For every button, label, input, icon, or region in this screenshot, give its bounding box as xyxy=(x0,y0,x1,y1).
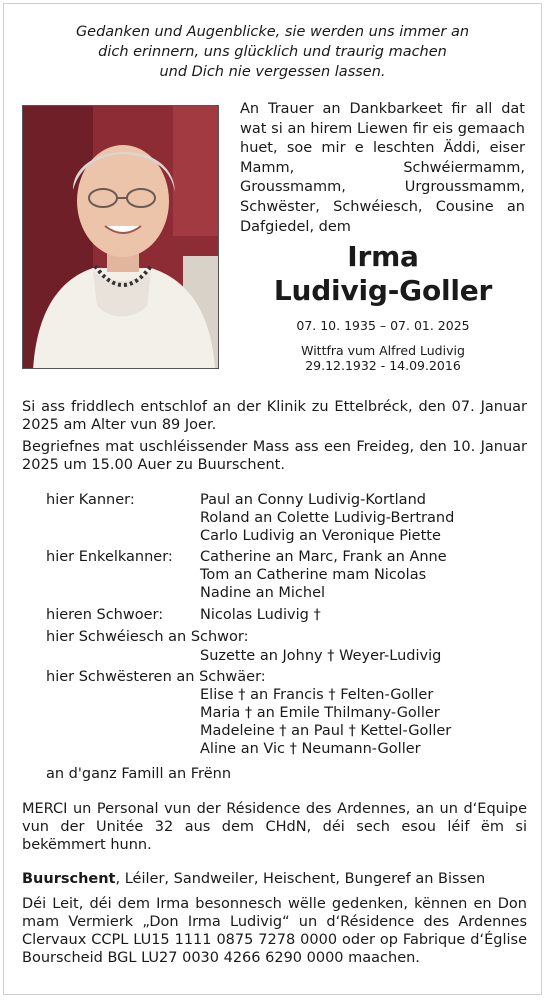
sister-entry: Madeleine † an Paul † Kettel-Goller xyxy=(200,723,452,739)
sister-entry: Aline an Vic † Neumann-Goller xyxy=(200,741,421,757)
sister-entry: Elise † an Francis † Felten-Goller xyxy=(200,687,434,703)
family-closing: an d'ganz Famill an Frënn xyxy=(46,766,232,782)
thanks-text: An Trauer an Dankbarkeet fir all dat wat si an hirem Liewen fir eis gemaach huet, soe mir e leschten Äddi, eiser Mamm, Schwéiermamm, Groussmamm, Urgroussmamm, Schwëster, Schwéiesch, Cousine an Dafgiedel, dem xyxy=(240,101,525,235)
grandchildren-label: hier Enkelkanner: xyxy=(46,549,173,565)
merci-text: MERCI un Personal vun der Résidence des Ardennes, an un d‘Equipe vun der Unitée 32 aus dem CHdN, déi sech esou léif ëm si bekëmmert hunn. xyxy=(22,801,527,853)
grandchild-entry: Nadine an Michel xyxy=(200,585,326,601)
other-places: , Léiler, Sandweiler, Heischent, Bungeref an Bissen xyxy=(115,871,486,887)
widow-dates: 29.12.1932 - 14.09.2016 xyxy=(305,358,461,373)
town-name: Buurschent xyxy=(22,871,116,887)
deceased-last-name: Ludivig-Goller xyxy=(273,274,493,307)
intro-quote xyxy=(20,22,525,82)
intro-line: dich erinnern, uns glücklich und traurig machen xyxy=(98,44,447,60)
child-entry: Paul an Conny Ludivig-Kortland xyxy=(200,492,426,508)
sisters-label: hier Schwësteren an Schwäer: xyxy=(46,669,266,685)
intro-line: und Dich nie vergessen lassen. xyxy=(159,64,386,80)
brother-in-law-entry: Nicolas Ludivig † xyxy=(200,607,321,623)
places-line xyxy=(22,870,527,888)
sister-entry: Maria † an Emile Thilmany-Goller xyxy=(200,705,440,721)
sister-in-law-entry: Suzette an Johny † Weyer-Ludivig xyxy=(200,648,442,664)
sister-in-law-label: hier Schwéiesch an Schwor: xyxy=(46,629,249,645)
widow-line: Wittfra vum Alfred Ludivig xyxy=(301,343,465,358)
child-entry: Carlo Ludivig an Veronique Piette xyxy=(200,528,441,544)
burial-notice: Begriefnes mat uschléissender Mass ass een Freideg, den 10. Januar 2025 um 15.00 Auer zu Buurschent. xyxy=(22,439,527,473)
portrait-photo xyxy=(22,105,219,369)
grandchild-entry: Catherine an Marc, Frank an Anne xyxy=(200,549,447,565)
children-label: hier Kanner: xyxy=(46,492,135,508)
grandchild-entry: Tom an Catherine mam Nicolas xyxy=(200,567,427,583)
death-notice: Si ass friddlech entschlof an der Klinik zu Ettelbréck, den 07. Januar 2025 am Alter vun 89 Joer. xyxy=(22,399,527,433)
brother-in-law-label: hieren Schwoer: xyxy=(46,607,164,623)
intro-line: Gedanken und Augenblicke, sie werden uns immer an xyxy=(75,24,470,40)
child-entry: Roland an Colette Ludivig-Bertrand xyxy=(200,510,455,526)
life-dates: 07. 10. 1935 – 07. 01. 2025 xyxy=(296,318,470,333)
deceased-first-name: Irma xyxy=(347,240,419,273)
donation-text: Déi Leit, déi dem Irma besonnesch wëlle gedenken, kënnen en Don mam Vermierk „Don Irma Ludivig“ un d‘Résidence des Ardennes Clervaux CCPL LU15 1111 0875 7278 0000 oder op Fabrique d‘Église Bourscheid BGL LU27 0030 4266 6290 0000 maachen. xyxy=(22,896,527,966)
